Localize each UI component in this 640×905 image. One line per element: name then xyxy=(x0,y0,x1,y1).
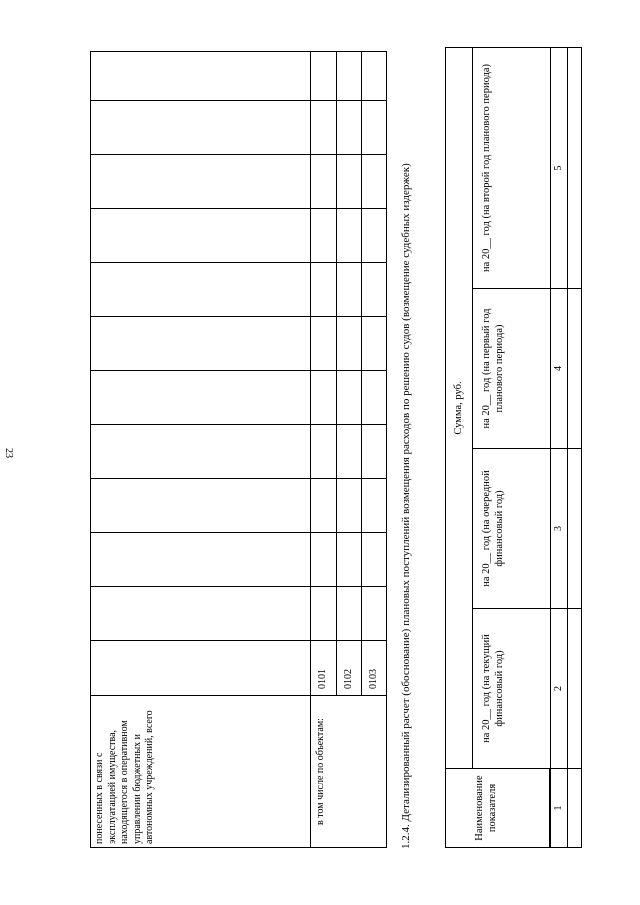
num-4: 4 xyxy=(553,366,564,371)
grid-cell xyxy=(361,370,387,425)
grid-cell xyxy=(90,532,311,587)
period-header-4-text: на 20__ год (на второй год планового периода) xyxy=(481,63,492,273)
num-5: 5 xyxy=(553,165,564,171)
grid-cell xyxy=(361,262,387,317)
grid-cell xyxy=(310,424,337,479)
grid-cell xyxy=(336,262,362,317)
grid-cell xyxy=(336,478,362,533)
grid-cell xyxy=(90,316,311,371)
sub-label: в том числе по объектам: xyxy=(315,718,326,825)
grid-cell xyxy=(336,208,362,263)
sum-header-cell xyxy=(445,47,473,769)
grid-cell xyxy=(90,478,311,533)
row-label-cell xyxy=(90,695,311,848)
grid-cell xyxy=(310,316,337,371)
grid-cell xyxy=(90,586,311,641)
code-cell-0102 xyxy=(336,640,362,696)
grid-cell xyxy=(336,154,362,209)
grid-cell xyxy=(336,51,362,101)
code-cell-0101 xyxy=(310,640,337,696)
data-cell-2 xyxy=(567,608,582,769)
row-label: понесенных в связи с эксплуатацией имущества, находящегося в оперативном управлении бюджетных и автономных учреждений, всего xyxy=(94,710,155,844)
grid-cell xyxy=(310,478,337,533)
num-cell-1 xyxy=(550,768,568,848)
grid-cell xyxy=(90,424,311,479)
num-1: 1 xyxy=(553,805,564,811)
period-header-3 xyxy=(472,288,551,449)
num-cell-3 xyxy=(550,448,568,609)
period-header-1 xyxy=(472,608,551,769)
code-cell-0103 xyxy=(361,640,387,696)
grid-cell xyxy=(310,532,337,587)
num-3: 3 xyxy=(553,526,564,531)
grid-cell xyxy=(336,316,362,371)
code-cell-main xyxy=(90,640,311,696)
period-header-3-text: на 20__ год (на первый год планового периода) xyxy=(481,308,505,429)
page-number: 23 xyxy=(3,448,14,458)
num-2: 2 xyxy=(553,686,564,691)
sum-header: Сумма, руб. xyxy=(453,381,464,435)
data-cell-3 xyxy=(567,448,582,609)
period-header-1-text: на 20__ год (на текущий финансовый год) xyxy=(481,634,505,743)
grid-cell xyxy=(361,154,387,209)
grid-cell xyxy=(310,51,337,101)
period-header-2-text: на 20__ год (на очередной финансовый год) xyxy=(481,470,505,587)
grid-cell xyxy=(336,100,362,155)
section-heading: 1.2.4. Детализированный расчет (обоснование) плановых поступлений возмещения расходов по решению судов (возмещение судебных издержек) xyxy=(400,163,412,849)
data-cell-1 xyxy=(567,768,582,848)
grid-cell xyxy=(310,208,337,263)
grid-cell xyxy=(90,100,311,155)
grid-cell xyxy=(90,262,311,317)
grid-cell xyxy=(361,100,387,155)
lower-table xyxy=(445,48,582,848)
data-cell-4 xyxy=(567,288,582,449)
grid-cell xyxy=(361,532,387,587)
name-header: Наименование показателя xyxy=(474,775,498,841)
grid-cell xyxy=(310,370,337,425)
grid-cell xyxy=(90,208,311,263)
grid-cell xyxy=(310,100,337,155)
grid-cell xyxy=(361,51,387,101)
grid-cell xyxy=(310,154,337,209)
code-0103: 0103 xyxy=(368,669,379,689)
grid-cell xyxy=(361,586,387,641)
grid-cell xyxy=(336,532,362,587)
grid-cell xyxy=(310,262,337,317)
period-header-4 xyxy=(472,47,551,289)
sub-label-cell xyxy=(310,695,387,848)
grid-cell xyxy=(90,51,311,101)
code-0102: 0102 xyxy=(343,669,354,689)
grid-cell xyxy=(310,586,337,641)
grid-cell xyxy=(361,424,387,479)
num-cell-2 xyxy=(550,608,568,769)
data-cell-5 xyxy=(567,47,582,289)
grid-cell xyxy=(90,370,311,425)
grid-cell xyxy=(361,208,387,263)
grid-cell xyxy=(90,154,311,209)
name-header-cell xyxy=(445,768,550,848)
num-cell-5 xyxy=(550,47,568,289)
num-cell-4 xyxy=(550,288,568,449)
grid-cell xyxy=(336,424,362,479)
grid-cell xyxy=(361,478,387,533)
upper-table xyxy=(90,51,386,848)
grid-cell xyxy=(336,586,362,641)
period-header-2 xyxy=(472,448,551,609)
code-0101: 0101 xyxy=(317,669,328,689)
grid-cell xyxy=(361,316,387,371)
grid-cell xyxy=(336,370,362,425)
